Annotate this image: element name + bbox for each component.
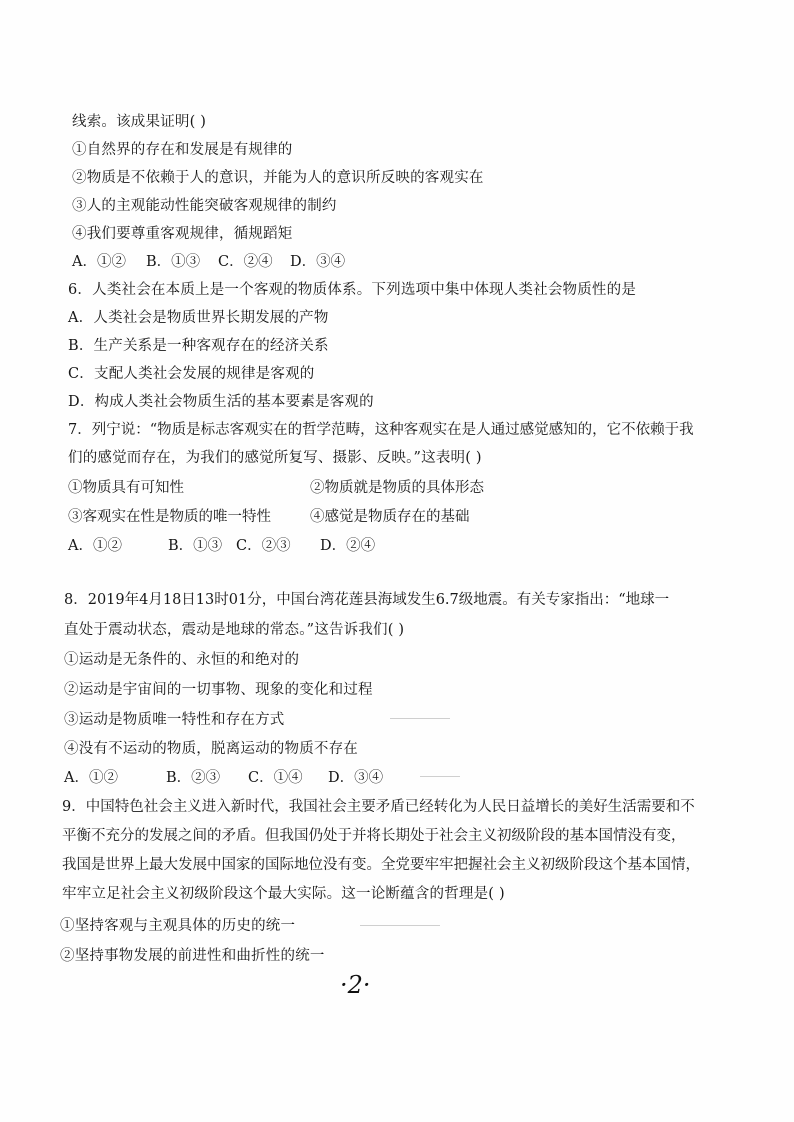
q7-item-1: ①物质具有可知性	[68, 480, 184, 496]
q8-item-2: ②运动是宇宙间的一切事物、现象的变化和过程	[64, 682, 373, 698]
q6-stem: 6．人类社会在本质上是一个客观的物质体系。下列选项中集中体现人类社会物质性的是	[68, 282, 637, 298]
q5-stem-tail: 线索。该成果证明( )	[72, 114, 207, 130]
q8-item-1: ①运动是无条件的、永恒的和绝对的	[64, 652, 300, 668]
q8-stem-line-1: 8．2019年4月18日13时01分，中国台湾花莲县海域发生6.7级地震。有关专家指出：“地球一	[64, 592, 670, 608]
q8-item-4: ④没有不运动的物质，脱离运动的物质不存在	[64, 741, 358, 757]
scan-speck	[390, 718, 450, 719]
q9-stem-line-4: 牢牢立足社会主义初级阶段这个最大实际。这一论断蕴含的哲理是( )	[62, 886, 505, 902]
q5-option-b: B．①③	[146, 254, 201, 270]
q9-item-1: ①坚持客观与主观具体的历史的统一	[60, 918, 296, 934]
q7-option-c: C．②③	[236, 538, 291, 554]
q7-option-b: B．①③	[168, 538, 223, 554]
q7-item-3: ③客观实在性是物质的唯一特性	[68, 509, 271, 525]
q5-option-d: D．③④	[290, 254, 346, 270]
q7-item-4: ④感觉是物质存在的基础	[310, 509, 470, 525]
scan-speck	[420, 776, 460, 777]
q5-item-3: ③人的主观能动性能突破客观规律的制约	[72, 198, 337, 214]
q8-option-d: D．③④	[328, 770, 384, 786]
q8-option-c: C．①④	[248, 770, 303, 786]
q7-option-a: A．①②	[68, 538, 122, 554]
q8-option-a: A．①②	[64, 770, 118, 786]
q7-stem-line-2: 们的感觉而存在，为我们的感觉所复写、摄影、反映。”这表明( )	[68, 450, 482, 466]
q9-stem-line-2: 平衡不充分的发展之间的矛盾。但我国仍处于并将长期处于社会主义初级阶段的基本国情没有变，	[62, 828, 686, 844]
q9-stem-line-1: 9．中国特色社会主义进入新时代，我国社会主要矛盾已经转化为人民日益增长的美好生活需要和不	[62, 799, 695, 815]
q6-option-c: C．支配人类社会发展的规律是客观的	[68, 366, 315, 382]
q5-option-a: A．①②	[72, 254, 126, 270]
q8-option-b: B．②③	[166, 770, 221, 786]
q7-stem-line-1: 7．列宁说：“物质是标志客观实在的哲学范畴，这种客观实在是人通过感觉感知的，它不依赖于我	[68, 422, 694, 438]
q6-option-a: A．人类社会是物质世界长期发展的产物	[68, 310, 329, 326]
q5-item-2: ②物质是不依赖于人的意识，并能为人的意识所反映的客观实在	[72, 170, 484, 186]
q5-item-4: ④我们要尊重客观规律，循规蹈矩	[72, 226, 293, 242]
scan-speck	[360, 925, 440, 926]
q5-option-c: C．②④	[218, 254, 273, 270]
q7-item-2: ②物质就是物质的具体形态	[310, 480, 484, 496]
q7-option-d: D．②④	[320, 538, 376, 554]
q6-option-b: B．生产关系是一种客观存在的经济关系	[68, 338, 329, 354]
q6-option-d: D．构成人类社会物质生活的基本要素是客观的	[68, 394, 374, 410]
q9-stem-line-3: 我国是世界上最大发展中国家的国际地位没有变。全党要牢牢把握社会主义初级阶段这个基本国情，	[62, 857, 700, 873]
q5-item-1: ①自然界的存在和发展是有规律的	[72, 142, 293, 158]
q9-item-2: ②坚持事物发展的前进性和曲折性的统一	[60, 948, 325, 964]
q8-item-3: ③运动是物质唯一特性和存在方式	[64, 712, 285, 728]
page-number: ·2·	[340, 971, 371, 999]
q8-stem-line-2: 直处于震动状态，震动是地球的常态。”这告诉我们( )	[64, 622, 405, 638]
